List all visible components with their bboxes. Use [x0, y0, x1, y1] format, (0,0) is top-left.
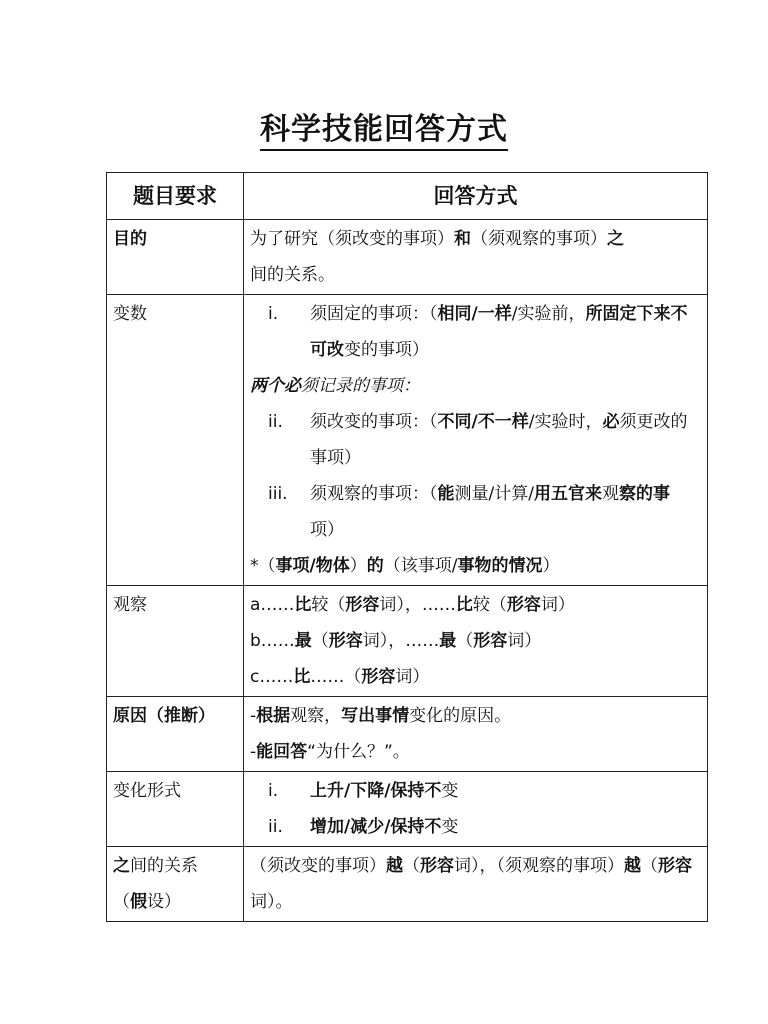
answer-method-table — [106, 172, 708, 922]
row-label-change: 变化形式 — [107, 772, 244, 847]
observation-line-a: a……比较（形容词），……比较（形容词） — [250, 595, 575, 615]
list-item: i. 上升/下降/保持不变 — [268, 781, 459, 801]
reason-line-2: -能回答“为什么？”。 — [250, 742, 410, 762]
row-label-reason: 原因（推断） — [107, 697, 244, 772]
row-label-variables: 变数 — [107, 295, 244, 586]
table-row — [107, 772, 708, 847]
list-item: ii. 增加/减少/保持不变 — [268, 817, 459, 837]
row-content-purpose: 为了研究（须改变的事项）和（须观察的事项）之 间的关系。 — [244, 220, 708, 295]
variables-footnote: *（事项/物体）的（该事项/事物的情况） — [250, 556, 560, 576]
row-label-observation: 观察 — [107, 586, 244, 697]
list-item: iii. 须观察的事项：（能测量/计算/用五官来观察的事项） — [268, 484, 670, 540]
reason-line-1: -根据观察，写出事情变化的原因。 — [250, 706, 512, 726]
document-title: 科学技能回答方式 — [0, 104, 768, 148]
table-header-row — [107, 173, 708, 220]
table-row — [107, 697, 708, 772]
table-row — [107, 220, 708, 295]
variables-note: 两个必须记录的事项： — [250, 376, 420, 396]
row-content-observation — [244, 586, 708, 697]
header-answer-method: 回答方式 — [244, 173, 708, 220]
list-item: ii. 须改变的事项：（不同/不一样/实验时，必须更改的事项） — [268, 412, 688, 468]
table-row — [107, 295, 708, 586]
row-label-relation: 之间的关系 （假设） — [107, 847, 244, 922]
row-content-reason — [244, 697, 708, 772]
observation-line-b: b……最（形容词），……最（形容词） — [250, 631, 542, 651]
header-question-requirement: 题目要求 — [107, 173, 244, 220]
row-content-relation: （须改变的事项）越（形容词），（须观察的事项）越（形容词）。 — [244, 847, 708, 922]
row-label-purpose: 目的 — [107, 220, 244, 295]
list-item: i. 须固定的事项：（相同/一样/实验前，所固定下来不可改变的事项） — [268, 304, 688, 360]
row-content-change — [244, 772, 708, 847]
table-row — [107, 847, 708, 922]
observation-line-c: c……比……（形容词） — [250, 667, 430, 687]
row-content-variables — [244, 295, 708, 586]
table-row — [107, 586, 708, 697]
